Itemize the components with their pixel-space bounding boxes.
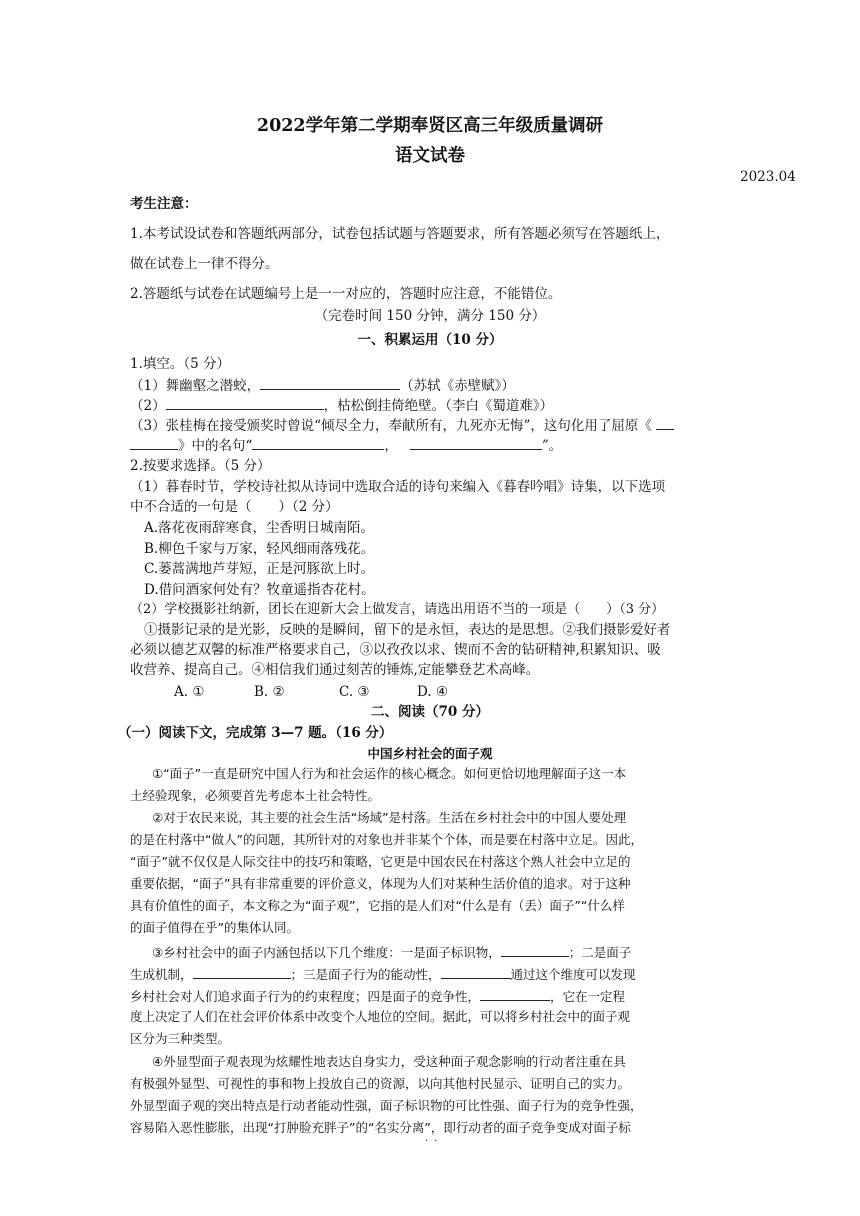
section-1-heading: 一、积累运用（10 分） — [357, 332, 503, 348]
q1-part3-blank-1[interactable] — [252, 436, 384, 450]
q2-head: 2.按要求选择。（5 分） — [130, 458, 271, 474]
article-para-2-line-4: 重要依据，“面子”具有非常重要的评价意义，体现为人们对某种生活价值的追求。对于这种 — [130, 876, 631, 891]
article-para-2-line-2: 的是在村落中“做人”的问题，其所针对的对象也并非某个个体，而是要在村落中立足。因此， — [130, 832, 643, 847]
q1-part3-quote-close: ”。 — [541, 438, 563, 454]
article-para-3-line-1 — [152, 943, 631, 960]
article-para-4-line-1: ④外显型面子观表现为炫耀性地表达自身实力，受这种面子观念影响的行动者注重在具 — [152, 1054, 626, 1069]
exam-subtitle: 语文试卷 — [395, 146, 465, 166]
q2-option-a: A.落花夜雨辞寒食，尘香明日城南陌。 — [144, 520, 375, 536]
q1-part3-text: （3）张桂梅在接受颁奖时曾说“倾尽全力，奉献所有，九死亦无悔”，这句化用了屈原《 — [130, 418, 652, 434]
notice-item-1: 1.本考试设试卷和答题纸两部分，试卷包括试题与答题要求，所有答题必须写在答题纸上， — [130, 226, 670, 242]
article-para-2-line-1: ②对于农民来说，其主要的社会生活“场域”是村落。生活在乡村社会中的中国人要处理 — [152, 810, 627, 825]
q1-part2-text: ，枯松倒挂倚绝壁。（李白《蜀道难》） — [323, 398, 554, 414]
exam-date: 2023.04 — [740, 169, 796, 185]
article-para-3-line-2 — [130, 965, 636, 982]
article-para-1-line-2: 土经验现象，必须要首先考虑本土社会特性。 — [130, 788, 381, 803]
para3-text-6: 乡村社会对人们追求面子行为的约束程度；四是面子的竞争性， — [130, 989, 481, 1004]
article-para-3-line-5: 区分为三种类型。 — [130, 1031, 231, 1046]
q1-part2-blank[interactable] — [166, 396, 324, 410]
q1-part3 — [130, 416, 674, 434]
para3-blank-2[interactable] — [193, 965, 291, 979]
article-para-2-line-5: 具有价值性的面子，本文称之为“面子观”，它指的是人们对“什么是有（丢）面子”“什么样 — [130, 898, 625, 913]
exam-title: 2022学年第二学期奉贤区高三年级质量调研 — [256, 116, 604, 136]
article-para-2-line-3: “面子”就不仅仅是人际交往中的技巧和策略，它更是中国农民在村落这个熟人社会中立足的 — [130, 854, 631, 869]
q2-choice-a: A. ① — [174, 684, 205, 700]
article-para-3-line-3 — [130, 987, 625, 1004]
q1-part1 — [130, 376, 515, 394]
q1-part3-blank-2[interactable] — [410, 436, 542, 450]
article-para-1-line-1: ①“面子”一直是研究中国人行为和社会运作的核心概念。如何更恰切地理解面子这一本 — [152, 766, 627, 781]
q2-option-b: B.柳色千家与万家，轻风细雨落残花。 — [144, 541, 375, 557]
q2-choice-c: C. ③ — [339, 684, 370, 700]
para3-text-3: 生成机制， — [130, 967, 193, 982]
q2-choice-b: B. ② — [254, 684, 285, 700]
exam-time: （完卷时间 150 分钟，满分 150 分） — [314, 308, 546, 324]
q1-part1-source: （苏轼《赤壁赋》） — [400, 378, 515, 394]
para3-text-7: ，它在一定程 — [550, 989, 626, 1004]
q1-part2-num: （2） — [130, 398, 166, 414]
q1-part1-text: （1）舞幽壑之潜蛟， — [130, 378, 261, 394]
q2-part1: （1）暮春时节，学校诗社拟从诗词中选取合适的诗句来编入《暮春吟唱》诗集，以下选项 — [130, 479, 666, 495]
notice-item-2: 2.答题纸与试卷在试题编号上是一一对应的，答题时应注意，不能错位。 — [130, 286, 562, 302]
q2-part2-passage-3: 收营养、提高自己。④相信我们通过刻苦的锤炼,定能攀登艺术高峰。 — [130, 662, 540, 678]
q2-choices — [174, 684, 448, 700]
q1-part3-cont — [130, 436, 562, 454]
q1-head: 1.填空。（5 分） — [130, 356, 231, 372]
article-para-2-line-6: 的面子值得在乎”的集体认同。 — [130, 920, 299, 935]
q1-part3-quote-open: 》中的名句“ — [178, 438, 253, 454]
notice-item-1-cont: 做在试卷上一律不得分。 — [130, 256, 279, 272]
q1-part3-comma: ， — [384, 438, 398, 454]
article-para-4-line-4: 容易陷入恶性膨胀，出现“打肿脸充胖子”的“名实分离”，即行动者的面子竞争变成对面子标 — [130, 1120, 631, 1135]
para3-text-5: 通过这个维度可以发现 — [510, 967, 636, 982]
q1-part1-blank[interactable] — [260, 376, 400, 390]
article-para-3-line-4: 度上决定了人们在社会评价体系中改变个人地位的空间。据此，可以将乡村社会中的面子观 — [130, 1009, 631, 1024]
q2-part1-cont: 中不合适的一句是（ ）（2 分） — [130, 499, 339, 515]
para3-blank-1[interactable] — [501, 943, 569, 957]
article-title: 中国乡村社会的面子观 — [367, 746, 493, 761]
q2-choice-d: D. ④ — [417, 684, 449, 700]
para3-text-4: ；三是面子行为的能动性， — [290, 967, 441, 982]
emphasis-dots: ·· — [425, 1136, 444, 1147]
q1-part3-blank-title-b[interactable] — [130, 436, 178, 450]
q2-part2-passage-1: ①摄影记录的是光影，反映的是瞬间，留下的是永恒，表达的是思想。②我们摄影爱好者 — [144, 622, 671, 638]
q2-part2-passage-2: 必须以德艺双馨的标准严格要求自己，③以孜孜以求、锲而不舍的钻研精神,积累知识、吸 — [130, 642, 661, 658]
q2-option-c: C.蒌蒿满地芦芽短，正是河豚欲上时。 — [144, 561, 375, 577]
q2-option-d: D.借问酒家何处有？牧童遥指杏花村。 — [144, 582, 375, 598]
reading-part-1-heading: （一）阅读下文，完成第 3—7 题。（16 分） — [118, 725, 393, 741]
article-para-4-line-2: 有极强外显型、可视性的事和物上投放自己的资源，以向其他村民显示、证明自己的实力。 — [130, 1076, 631, 1091]
para3-text-1: ③乡村社会中的面子内涵包括以下几个维度：一是面子标识物， — [152, 945, 501, 960]
q1-part2 — [130, 396, 553, 414]
para3-text-2: ；二是面子 — [568, 945, 632, 960]
section-2-heading: 二、阅读（70 分） — [371, 704, 489, 720]
article-para-4-line-3: 外显型面子观的突出特点是行动者能动性强，面子标识物的可比性强、面子行为的竞争性强， — [130, 1098, 643, 1113]
q1-part3-blank-title-a[interactable] — [656, 416, 674, 430]
para3-blank-4[interactable] — [480, 987, 550, 1001]
para3-blank-3[interactable] — [441, 965, 511, 979]
notice-heading: 考生注意： — [130, 196, 198, 212]
q2-part2: （2）学校摄影社纳新，团长在迎新大会上做发言，请选出用语不当的一项是（ ）（3 分） — [130, 602, 665, 617]
